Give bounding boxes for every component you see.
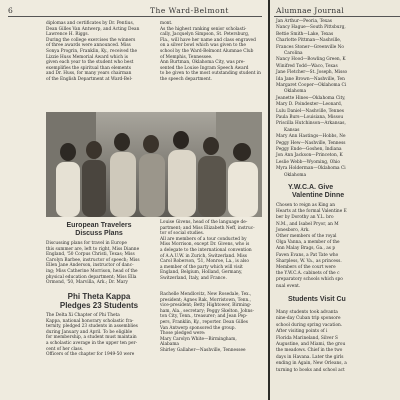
story2-text-line: Kappa, national honorary scholastic fra- — [46, 318, 134, 324]
pledge-list-item: Jeanette Hines—Oklahoma City, — [276, 95, 346, 101]
story1-text-line: physical education department; Miss Ella — [46, 274, 137, 280]
group-photo-image — [46, 112, 262, 217]
story4-text-line: After visiting points of i — [276, 329, 328, 335]
story1-text-line: a member of the party which will visit — [160, 264, 243, 270]
story1-text-line: a delegate to the international convention — [160, 247, 252, 253]
story2-text-line: for membership, a student must maintain — [46, 335, 137, 341]
journal-title: The Ward-Belmont — [150, 6, 229, 15]
intro-text-line: Lawrence H. Riggs. — [46, 32, 89, 38]
group-photo — [46, 112, 262, 217]
intro-text-line: the speech department. — [160, 76, 212, 82]
story2-text-line: Those pledged were: — [160, 331, 206, 337]
header-rule — [8, 16, 262, 17]
intro-text-line: on a silver bowl which was given to the — [160, 43, 246, 49]
story2-column-1 — [46, 313, 152, 358]
story3-text-line: Faven Evans, a Pat Tate who — [276, 252, 339, 258]
story2-text-line: vice-president; Betty Hightower, Birming- — [160, 303, 252, 309]
intro-column-2 — [160, 21, 262, 83]
story4-text-line: turning to books and school act — [276, 367, 345, 373]
story2-text-line: Alabama — [160, 342, 179, 348]
story2-heading — [46, 292, 152, 310]
story4-text-line: days in Havana. Later the girls — [276, 354, 344, 360]
story3-text-line: preparatory schools which spo — [276, 277, 343, 283]
intro-text-line: As the highest ranking senior scholasti- — [160, 26, 247, 32]
story1-text-line: of A.A.U.W. in Zurich, Switzerland. Miss — [160, 253, 248, 259]
story1-text-line: Miss Morrison, except Dr. Givens, who is — [160, 242, 250, 248]
story1-text-line: Ormond, '50, Marvilla, Ark.; Dr. Mary — [46, 280, 128, 286]
pledge-list-item: Carolina — [284, 51, 303, 56]
story4-text-line: Florida Marineland, Silver S — [276, 335, 338, 341]
pledge-list-item: Nancy Hague—South Pittsburg, — [276, 25, 346, 31]
story1-text-line: tor of social studies. — [160, 231, 205, 237]
intro-text-line: and Dr. Huss, for many years chairman — [46, 71, 132, 77]
pledge-list-item: Leslie Webb—Wyoming, Ohio — [276, 159, 340, 165]
story3-heading-line2: Valentine Dinne — [292, 192, 345, 199]
story1-heading-line2: Discuss Plans — [75, 230, 123, 237]
story2-text-line: Officers of the chapter for 1949-50 were — [46, 352, 135, 358]
story3-heading — [288, 184, 344, 200]
story1-heading-line1: European Travelers — [66, 222, 132, 229]
story1-text-line: Louise Givens, head of the language de- — [160, 220, 248, 225]
pledge-list-item: Paula Burs—Louisiana, Missou — [276, 115, 344, 120]
intro-column-1 — [46, 21, 152, 83]
pledge-list-item: Margaret Cooper—Oklahoma Ci — [276, 83, 347, 88]
story3-text-line: nual event. — [276, 283, 301, 289]
pledge-list-item: Mary Ann Hastings—Hobbs, Ne — [276, 134, 346, 140]
intro-text-line: Lizzie Huss Memorial Award which is — [46, 54, 128, 60]
story1-heading — [46, 222, 152, 238]
intro-text-line: to be given to the most outstanding student in — [160, 71, 261, 77]
story1-text-line: Switzerland, Italy, and France. — [160, 275, 227, 281]
story1-text-line: Discussing plans for travel in Europe — [46, 241, 127, 246]
right-journal-title: Alumnae Journal — [276, 6, 345, 15]
right-page — [270, 0, 400, 400]
pledge-list-item: Ida Jane Brown—Nashville, Ten — [276, 76, 345, 82]
story1-text-line: All are members of a tour conducted by — [160, 236, 247, 242]
story2-text-line: ternity, pledged 23 students in assemblies — [46, 324, 138, 330]
story2-text-line: cent of her class. — [46, 346, 84, 352]
story3-text-line: Members of the court were — [276, 265, 336, 270]
pledge-list-item: Peggy Ende—Goshen, Indiana — [276, 147, 342, 152]
intro-text-line: given each year to the student who best — [46, 60, 134, 66]
story4-text-line: school during spring vacation. — [276, 322, 343, 328]
story2-text-line: Van Antwerp sponsored the group. — [160, 325, 236, 331]
intro-text-line: exemplifies the spiritual than elements — [46, 65, 131, 71]
intro-text-line: Ann Burtman, Oklahoma City, was pre- — [160, 60, 245, 66]
pledge-list-item: Oklahoma — [284, 89, 307, 95]
intro-text-line: sented the Louise Ingram Speech Award — [160, 65, 249, 71]
intro-text-line: Fla., will have her name and class engraved — [160, 37, 256, 43]
pledge-list-item: Mary D. Poindexter—Leonard, — [276, 102, 343, 108]
story3-text-line: N.M., and Isabel Pryor, an M — [276, 221, 339, 227]
story4-text-line: ending in Again, New Orleans, a — [276, 361, 347, 367]
story4-text-line: Augustine, and Miami, the grou — [276, 342, 346, 347]
pledge-list-item: Oklahoma — [284, 172, 307, 178]
intro-text-line: cally, Jacquelyn Simpson, St. Petersburg, — [160, 32, 250, 38]
story2-text-line: Rachelle Mendlovitz, New Rosedale, Tex., — [160, 292, 252, 297]
story1-text-line: England, Belgium, Holland, Germany, — [160, 270, 243, 276]
pledge-list-item: Peggy Hew—Nashville, Tenness — [276, 140, 346, 146]
right-header-rule — [274, 16, 400, 17]
story3-text-line: Sharpless, W. Va., as princess. — [276, 258, 342, 264]
story1-text-line: partment; and Miss Elizabeth Neff, instruc- — [160, 225, 255, 231]
story3-heading-line1: Y.W.C.A. Give — [288, 184, 334, 191]
pledge-list-item: Priscilla Hutchinson—Arkansas, — [276, 121, 346, 127]
pledge-list-item: Charlotte Pittman—Nashville, — [276, 38, 342, 44]
story3-text-line: Ann Malay Brags, Ga., as p — [276, 246, 336, 252]
intro-text-line: diplomas and certificates by Dr. Pentius, — [46, 21, 135, 26]
story2-text-line: a scholastic average in the upper ten per- — [46, 340, 138, 346]
pledge-list-item: Jan Arthur—Peoria, Texas — [276, 19, 333, 24]
story1-text-line: this summer are, left to right, Miss Dianne — [46, 246, 140, 252]
story1-text-line: ing; Miss Catherine Morrison, head of the — [46, 268, 138, 274]
story1-text-line: Carol Roberson, '51, Monroe, La., is also — [160, 259, 249, 265]
story3-text-line: Hearts at the formal Valentine E — [276, 209, 347, 215]
story2-text-line: Shirley Gallaher—Nashville, Tennessee — [160, 347, 246, 353]
story2-text-line: The Delta Xi Chapter of Phi Theta — [46, 313, 120, 318]
pledge-list-item: Kansas — [284, 127, 300, 133]
page-number: 6 — [8, 6, 13, 15]
intro-text-line: During the college exercises the winners — [46, 37, 136, 43]
story3-text-line: ber by Dorothy an Y.L. bro — [276, 215, 334, 221]
story2-text-line: ton City, Tenn., treasurer; and Jean Pep- — [160, 314, 248, 320]
intro-text-line: of three awards were announced. Miss — [46, 43, 131, 49]
intro-text-line: mont. — [160, 21, 173, 26]
story2-column-2 — [160, 292, 262, 354]
story4-heading: Students Visit Cu — [288, 296, 346, 303]
story2-text-line: president; Agnes Rak, Morristown, Tenn., — [160, 297, 252, 303]
story2-heading-line2: Pledges 23 Students — [59, 301, 139, 310]
pledge-list-item: Nancy Hood—Bowling Green, K — [276, 57, 346, 63]
pledge-list-item: Myra Holderman—Oklahoma Ci — [276, 166, 346, 172]
story2-text-line: Mary Carolyn White—Birmingham, — [160, 336, 237, 342]
story2-heading-line1: Phi Theta Kappa — [67, 292, 131, 301]
story1-text-line: Ellen Jane Anderson, instructor of danc- — [46, 263, 134, 269]
story1-text-line: England, '50 Corpus Christi, Texas; Miss — [46, 252, 135, 258]
story4-text-line: nine-day Cuban trip sponsore — [276, 316, 341, 322]
intro-text-line: Sonya Progrin, Franklin, Ky., received the — [46, 48, 138, 54]
pledge-list-item: Lulu Daniel—Nashville, Tennes — [276, 108, 344, 114]
story4-text-line: Many students took advanta — [276, 310, 338, 315]
story3-text-line: Jonesboro, Ark. — [276, 227, 310, 233]
intro-text-line: Dean Gilles Van Antwerp, and Acting Dean — [46, 26, 140, 32]
pledge-list-item: Bettie Smith—Lake, Texas — [276, 31, 334, 37]
story1-column-1 — [46, 241, 152, 286]
pledge-list-item: Jane Fletcher—St. Joseph, Misso — [276, 70, 348, 76]
story4-text-line: the meadows. Chief in the two — [276, 348, 343, 354]
story2-text-line: pers, Franklin, Ky., reporter. Dean Gilles — [160, 319, 248, 325]
story1-text-line: Carolyn Barbee, instructor of speech; Miss — [46, 257, 140, 263]
story3-text-line: Olga Vanna, a member of the — [276, 240, 340, 246]
story2-text-line: ham, Ala., secretary; Peggy Skelton, Johns- — [160, 308, 254, 314]
story3-text-line: Other members of the royal — [276, 234, 337, 239]
story3-text-line: the Y.W.C.A. cabinets of the c — [276, 271, 340, 277]
story1-column-2 — [160, 220, 262, 282]
intro-text-line: of the English Department at Ward-Bel- — [46, 76, 133, 82]
intro-text-line: school by the Ward-Belmont Alumnae Club — [160, 48, 254, 54]
pledge-list-item: Jon Ann Jackson—Princeton, K — [276, 153, 343, 159]
pledge-list-item: Frances Stoner—Greenville No — [276, 44, 344, 50]
pledge-list-item: Winifred Todd—Waco, Texas — [276, 63, 338, 69]
intro-text-line: of Memphis, Tennessee. — [160, 54, 213, 60]
story3-text-line: Chosen to reign as King an — [276, 203, 335, 208]
story2-text-line: during January and April. To be eligible — [46, 329, 133, 335]
